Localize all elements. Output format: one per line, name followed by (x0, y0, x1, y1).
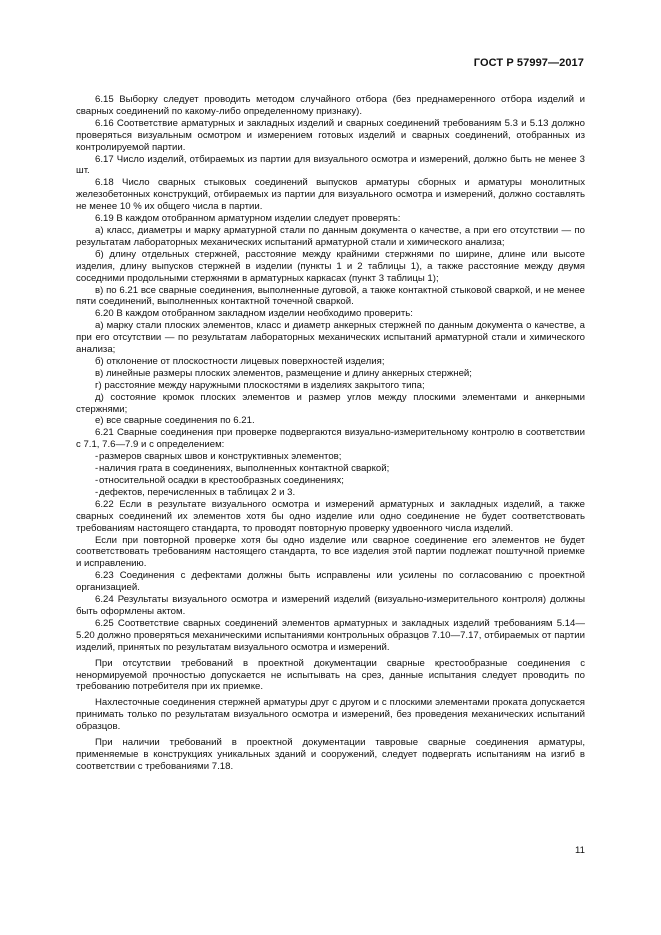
paragraph: г) расстояние между наружными плоскостями в изделиях закрытого типа; (95, 379, 425, 391)
paragraph: д) состояние кромок плоских элементов и размер углов между плоскими элементами и анкерными стержнями; (76, 391, 585, 415)
paragraph: 6.16 Соответствие арматурных и закладных изделий и сварных соединений требованиям 5.3 и 5.13 должно проверяться визуальным осмотром и измерением готовых изделий и сварных соединений, отобранных из контролируемой партии. (76, 117, 585, 153)
paragraph: 6.22 Если в результате визуального осмотра и измерений арматурных и закладных изделий, а также сварных соединений их элементов хотя бы одно изделие или одно соединение не будет соответствовать требованиям настоящего стандарта, то проводят повторную проверку удвоенного числа изделий. (76, 498, 585, 534)
paragraph: в) по 6.21 все сварные соединения, выполненные дуговой, а также контактной стыковой сваркой, и не менее пяти соединений, выполненных контактной точечной сваркой. (76, 284, 585, 308)
paragraph: а) марку стали плоских элементов, класс и диаметр анкерных стержней по данным документа о качестве, а при его отсутствии — по результатам лабораторных механических испытаний арматурной стали и химического анализа; (76, 320, 585, 356)
list-item-text: наличия грата в соединениях, выполненных контактной сваркой; (99, 463, 390, 475)
paragraph: е) все сварные соединения по 6.21. (95, 415, 255, 427)
list-item-text: размеров сварных швов и конструктивных элементов; (99, 451, 342, 463)
paragraph: 6.24 Результаты визуального осмотра и измерений изделий (визуально-измерительного контроля) должны быть оформлены актом. (76, 594, 585, 617)
list-item (76, 451, 585, 463)
list-item (76, 475, 585, 487)
paragraph: 6.18 Число сварных стыковых соединений выпусков арматуры сборных и арматуры монолитных железобетонных конструкций, отбираемых из партии для визуального осмотра и измерений, должно составлять не менее 10 % их общего числа в партии. (76, 177, 585, 213)
paragraph: 6.20 В каждом отобранном закладном изделии необходимо проверить: (95, 308, 413, 320)
paragraph: 6.17 Число изделий, отбираемых из партии для визуального осмотра и измерений, должно быть не менее 3 шт. (76, 153, 585, 177)
paragraph: При отсутствии требований в проектной документации сварные крестообразные соединения с ненормируемой прочностью допускается не испытывать на срез, данные испытания следует проводить по требованию потребителя при их приемке. (76, 657, 585, 693)
body-text (76, 94, 585, 773)
paragraph: 6.23 Соединения с дефектами должны быть исправлены или усилены по согласованию с проектной организацией. (76, 570, 585, 594)
paragraph: Нахлесточные соединения стержней арматуры друг с другом и с плоскими элементами проката допускается принимать только по результатам визуального осмотра и измерений, без проведения механических испытаний образцов. (76, 697, 585, 733)
list-dash: - (95, 463, 99, 475)
paragraph: в) линейные размеры плоских элементов, размещение и длину анкерных стержней; (95, 367, 472, 379)
paragraph: Если при повторной проверке хотя бы одно изделие или сварное соединение его элементов не будет соответствовать требованиям настоящего стандарта, то все изделия этой партии подлежат поштучной приемке и исправлению. (76, 534, 585, 570)
standard-designation: ГОСТ Р 57997—2017 (473, 57, 584, 69)
page-number: 11 (575, 845, 585, 856)
list-dash: - (95, 451, 99, 463)
paragraph: 6.21 Сварные соединения при проверке подвергаются визуально-измерительному контролю в соответствии с 7.1, 7.6—7.9 и с определением: (76, 427, 585, 451)
paragraph: 6.19 В каждом отобранном арматурном изделии следует проверять: (95, 213, 401, 225)
list-item (76, 463, 585, 475)
list-item-text: относительной осадки в крестообразных соединениях; (99, 475, 344, 486)
paragraph: 6.25 Соответствие сварных соединений элементов арматурных и закладных изделий требованиям 5.14—5.20 должно проверяться механическими испытаниями контрольных образцов 7.10—7.17, отбираемых от партии изделий, принятых по результатам визуального осмотра и измерений. (76, 617, 585, 653)
paragraph: При наличии требований в проектной документации тавровые сварные соединения арматуры, применяемые в конструкциях уникальных зданий и сооружений, следует подвергать испытаниям на изгиб в соответствии с требованиями 7.18. (76, 737, 585, 772)
paragraph: б) отклонение от плоскостности лицевых поверхностей изделия; (95, 355, 385, 367)
paragraph: а) класс, диаметры и марку арматурной стали по данным документа о качестве, а при его отсутствии — по результатам лабораторных механических испытаний арматурной стали и химического анализа; (76, 224, 585, 248)
paragraph: 6.15 Выборку следует проводить методом случайного отбора (без преднамеренного отбора изделий и сварных соединений по какому-либо определенному признаку). (76, 94, 585, 117)
list-item (76, 487, 585, 499)
list-dash: - (95, 486, 99, 498)
list-dash: - (95, 475, 99, 486)
paragraph: б) длину отдельных стержней, расстояние между крайними стержнями по ширине, длине или высоте изделия, длину выпусков стержней в изделии (пункты 1 и 2 таблицы 1), а также расстояние между двумя соседними продольными стержнями в арматурных каркасах (пункт 3 таблицы 1); (76, 248, 585, 284)
list-item-text: дефектов, перечисленных в таблицах 2 и 3. (99, 486, 296, 498)
